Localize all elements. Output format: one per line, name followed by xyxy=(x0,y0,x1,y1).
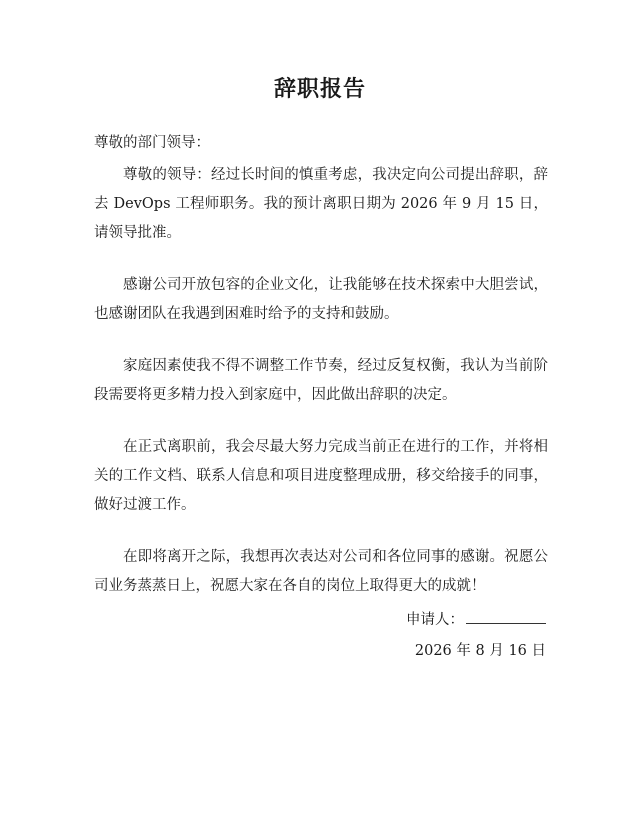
document-title: 辞职报告 xyxy=(273,77,366,102)
paragraph-reason: 家庭因素使我不得不调整工作节奏，经过反复权衡，我认为当前阶段需要将更多精力投入到家庭中，因此做出辞职的决定。 xyxy=(94,358,548,403)
paragraph-handover: 在正式离职前，我会尽最大努力完成当前正在进行的工作，并将相关的工作文档、联系人信息和项目进度整理成册，移交给接手的同事，做好过渡工作。 xyxy=(94,439,548,513)
signature-line xyxy=(406,609,546,631)
applicant-label: 申请人： xyxy=(406,612,464,628)
paragraph-intent: 尊敬的领导：经过长时间的慎重考虑，我决定向公司提出辞职，辞去 DevOps 工程师职务。我的预计离职日期为 2026 年 9 月 15 日，请领导批准。 xyxy=(94,167,548,241)
salutation: 尊敬的部门领导： xyxy=(94,135,210,151)
paragraph-closing: 在即将离开之际，我想再次表达对公司和各位同事的感谢。祝愿公司业务蒸蒸日上，祝愿大家在各自的岗位上取得更大的成就！ xyxy=(94,549,548,594)
letter-body xyxy=(94,161,548,624)
signature-blank xyxy=(466,609,546,624)
letter-date: 2026 年 8 月 16 日 xyxy=(414,643,546,659)
paragraph-gratitude: 感谢公司开放包容的企业文化，让我能够在技术探索中大胆尝试，也感谢团队在我遇到困难时给予的支持和鼓励。 xyxy=(94,277,548,322)
